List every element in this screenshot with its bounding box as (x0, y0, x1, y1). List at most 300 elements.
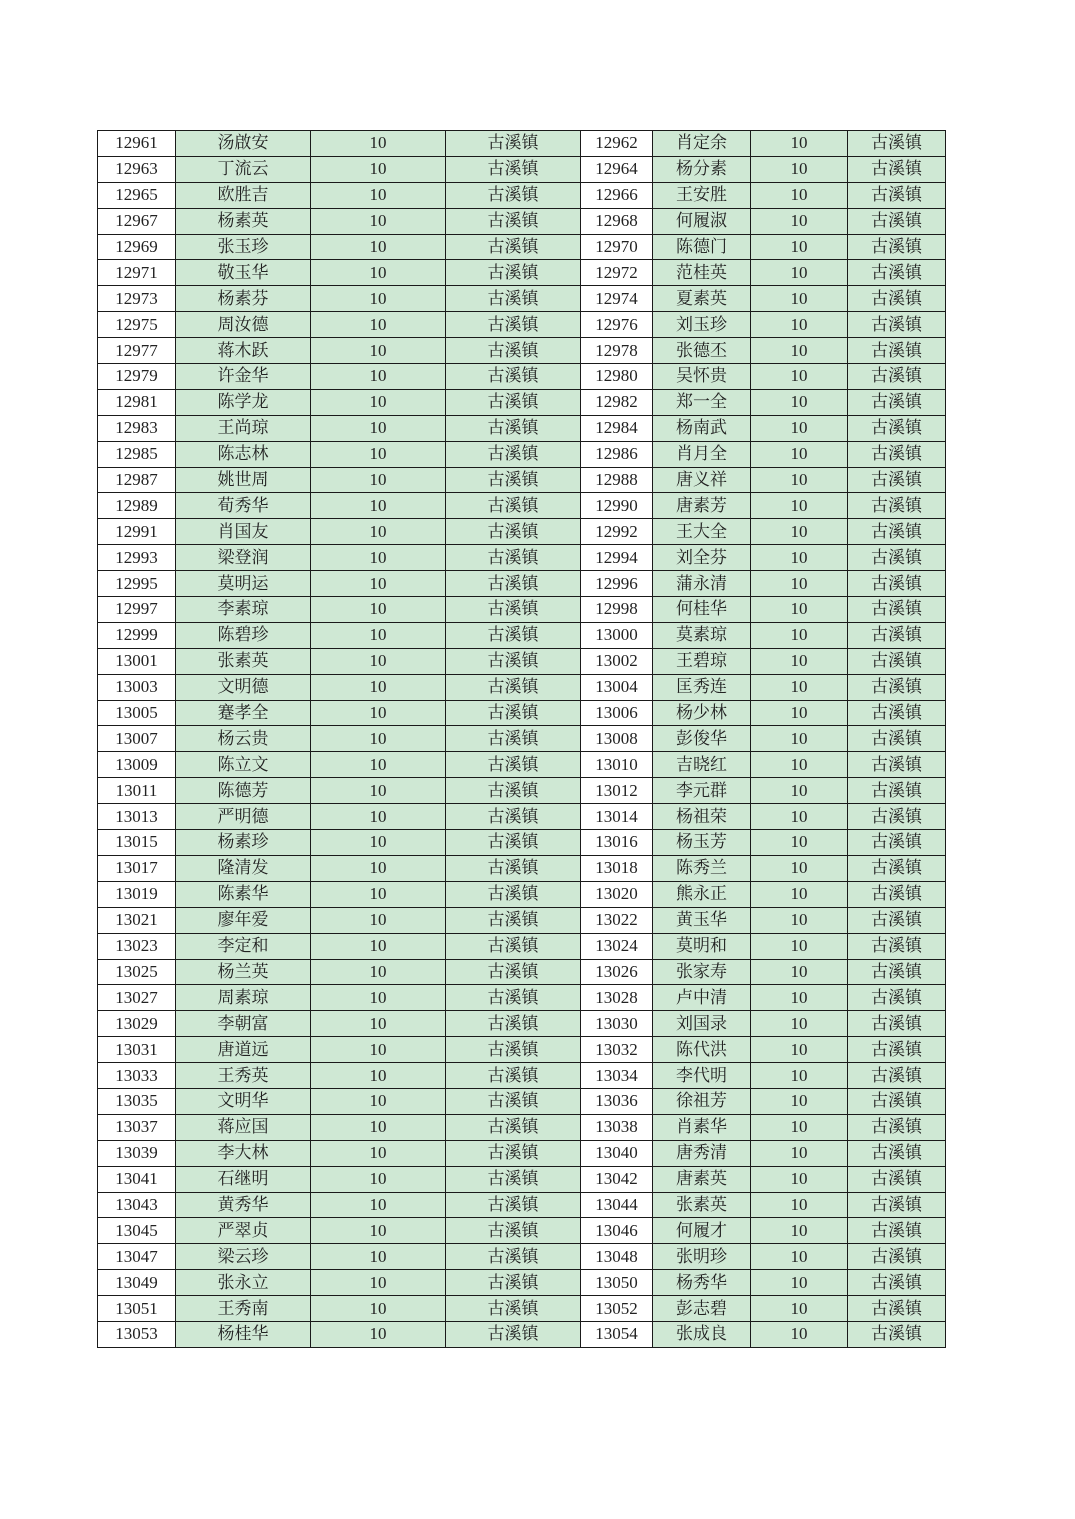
town-cell: 古溪镇 (848, 441, 946, 467)
town-cell: 古溪镇 (446, 1037, 581, 1063)
id-cell: 13053 (98, 1321, 176, 1347)
amount-cell: 10 (751, 674, 848, 700)
id-cell: 13018 (581, 855, 653, 881)
name-cell: 周素琼 (176, 985, 311, 1011)
town-cell: 古溪镇 (446, 881, 581, 907)
town-cell: 古溪镇 (446, 674, 581, 700)
amount-cell: 10 (311, 622, 446, 648)
name-cell: 李朝富 (176, 1011, 311, 1037)
id-cell: 13001 (98, 648, 176, 674)
table-body (98, 131, 946, 1348)
amount-cell: 10 (751, 467, 848, 493)
id-cell: 13051 (98, 1296, 176, 1322)
town-cell: 古溪镇 (446, 519, 581, 545)
town-cell: 古溪镇 (848, 1270, 946, 1296)
amount-cell: 10 (751, 441, 848, 467)
amount-cell: 10 (311, 1192, 446, 1218)
name-cell: 莫明运 (176, 571, 311, 597)
id-cell: 13042 (581, 1166, 653, 1192)
table-row (98, 1063, 946, 1089)
name-cell: 陈立文 (176, 752, 311, 778)
amount-cell: 10 (751, 286, 848, 312)
town-cell: 古溪镇 (848, 1296, 946, 1322)
table-row (98, 674, 946, 700)
town-cell: 古溪镇 (446, 726, 581, 752)
town-cell: 古溪镇 (446, 286, 581, 312)
town-cell: 古溪镇 (848, 364, 946, 390)
town-cell: 古溪镇 (848, 933, 946, 959)
amount-cell: 10 (751, 234, 848, 260)
table-row (98, 234, 946, 260)
table-row (98, 881, 946, 907)
table-row (98, 260, 946, 286)
table-row (98, 700, 946, 726)
town-cell: 古溪镇 (446, 959, 581, 985)
table-row (98, 1140, 946, 1166)
town-cell: 古溪镇 (848, 1218, 946, 1244)
name-cell: 吉晓红 (653, 752, 751, 778)
table-row (98, 622, 946, 648)
town-cell: 古溪镇 (848, 622, 946, 648)
id-cell: 13036 (581, 1088, 653, 1114)
name-cell: 黄秀华 (176, 1192, 311, 1218)
name-cell: 杨兰英 (176, 959, 311, 985)
name-cell: 文明华 (176, 1088, 311, 1114)
id-cell: 12970 (581, 234, 653, 260)
id-cell: 13014 (581, 804, 653, 830)
town-cell: 古溪镇 (446, 571, 581, 597)
name-cell: 刘玉珍 (653, 312, 751, 338)
amount-cell: 10 (751, 156, 848, 182)
name-cell: 梁云珍 (176, 1244, 311, 1270)
town-cell: 古溪镇 (848, 571, 946, 597)
town-cell: 古溪镇 (848, 545, 946, 571)
amount-cell: 10 (751, 881, 848, 907)
table-row (98, 752, 946, 778)
town-cell: 古溪镇 (446, 441, 581, 467)
town-cell: 古溪镇 (848, 260, 946, 286)
name-cell: 张德丕 (653, 338, 751, 364)
town-cell: 古溪镇 (848, 830, 946, 856)
town-cell: 古溪镇 (848, 493, 946, 519)
table-row (98, 467, 946, 493)
name-cell: 隆清发 (176, 855, 311, 881)
name-cell: 欧胜吉 (176, 182, 311, 208)
name-cell: 杨玉芳 (653, 830, 751, 856)
amount-cell: 10 (311, 493, 446, 519)
id-cell: 13037 (98, 1114, 176, 1140)
amount-cell: 10 (311, 467, 446, 493)
id-cell: 12975 (98, 312, 176, 338)
id-cell: 13049 (98, 1270, 176, 1296)
town-cell: 古溪镇 (848, 234, 946, 260)
town-cell: 古溪镇 (848, 519, 946, 545)
name-cell: 周汝德 (176, 312, 311, 338)
town-cell: 古溪镇 (848, 1037, 946, 1063)
name-cell: 杨桂华 (176, 1321, 311, 1347)
id-cell: 13048 (581, 1244, 653, 1270)
town-cell: 古溪镇 (446, 182, 581, 208)
name-cell: 陈素华 (176, 881, 311, 907)
name-cell: 刘全芬 (653, 545, 751, 571)
name-cell: 荀秀华 (176, 493, 311, 519)
table-row (98, 855, 946, 881)
name-cell: 杨秀华 (653, 1270, 751, 1296)
town-cell: 古溪镇 (446, 1063, 581, 1089)
id-cell: 13027 (98, 985, 176, 1011)
town-cell: 古溪镇 (446, 597, 581, 623)
name-cell: 吴怀贵 (653, 364, 751, 390)
town-cell: 古溪镇 (446, 389, 581, 415)
name-cell: 唐义祥 (653, 467, 751, 493)
amount-cell: 10 (311, 1321, 446, 1347)
table-row (98, 726, 946, 752)
amount-cell: 10 (751, 1192, 848, 1218)
amount-cell: 10 (311, 545, 446, 571)
id-cell: 12971 (98, 260, 176, 286)
amount-cell: 10 (751, 1296, 848, 1322)
amount-cell: 10 (311, 881, 446, 907)
name-cell: 许金华 (176, 364, 311, 390)
town-cell: 古溪镇 (848, 959, 946, 985)
name-cell: 陈学龙 (176, 389, 311, 415)
name-cell: 杨素英 (176, 208, 311, 234)
table-row (98, 493, 946, 519)
amount-cell: 10 (751, 571, 848, 597)
name-cell: 唐秀清 (653, 1140, 751, 1166)
name-cell: 王秀南 (176, 1296, 311, 1322)
name-cell: 卢中清 (653, 985, 751, 1011)
name-cell: 严翠贞 (176, 1218, 311, 1244)
id-cell: 13039 (98, 1140, 176, 1166)
name-cell: 杨祖荣 (653, 804, 751, 830)
name-cell: 莫素琼 (653, 622, 751, 648)
id-cell: 12981 (98, 389, 176, 415)
town-cell: 古溪镇 (446, 156, 581, 182)
id-cell: 13034 (581, 1063, 653, 1089)
id-cell: 13046 (581, 1218, 653, 1244)
table-row (98, 1218, 946, 1244)
town-cell: 古溪镇 (446, 985, 581, 1011)
name-cell: 姚世周 (176, 467, 311, 493)
id-cell: 13019 (98, 881, 176, 907)
town-cell: 古溪镇 (848, 156, 946, 182)
name-cell: 张成良 (653, 1321, 751, 1347)
amount-cell: 10 (311, 597, 446, 623)
amount-cell: 10 (311, 752, 446, 778)
name-cell: 文明德 (176, 674, 311, 700)
table-row (98, 131, 946, 157)
name-cell: 王安胜 (653, 182, 751, 208)
town-cell: 古溪镇 (848, 1063, 946, 1089)
town-cell: 古溪镇 (848, 131, 946, 157)
amount-cell: 10 (311, 312, 446, 338)
amount-cell: 10 (751, 1063, 848, 1089)
town-cell: 古溪镇 (446, 364, 581, 390)
amount-cell: 10 (751, 364, 848, 390)
amount-cell: 10 (311, 674, 446, 700)
name-cell: 李素琼 (176, 597, 311, 623)
name-cell: 杨少林 (653, 700, 751, 726)
id-cell: 12997 (98, 597, 176, 623)
id-cell: 13022 (581, 907, 653, 933)
amount-cell: 10 (751, 752, 848, 778)
town-cell: 古溪镇 (848, 312, 946, 338)
town-cell: 古溪镇 (848, 1114, 946, 1140)
id-cell: 13040 (581, 1140, 653, 1166)
table-row (98, 415, 946, 441)
amount-cell: 10 (751, 1088, 848, 1114)
name-cell: 匡秀连 (653, 674, 751, 700)
amount-cell: 10 (751, 545, 848, 571)
name-cell: 何桂华 (653, 597, 751, 623)
id-cell: 12982 (581, 389, 653, 415)
name-cell: 张玉珍 (176, 234, 311, 260)
id-cell: 12973 (98, 286, 176, 312)
id-cell: 13021 (98, 907, 176, 933)
table-row (98, 597, 946, 623)
table-row (98, 778, 946, 804)
id-cell: 12984 (581, 415, 653, 441)
id-cell: 13009 (98, 752, 176, 778)
town-cell: 古溪镇 (848, 208, 946, 234)
amount-cell: 10 (311, 700, 446, 726)
town-cell: 古溪镇 (446, 1296, 581, 1322)
amount-cell: 10 (751, 1166, 848, 1192)
id-cell: 13045 (98, 1218, 176, 1244)
amount-cell: 10 (751, 622, 848, 648)
id-cell: 13043 (98, 1192, 176, 1218)
id-cell: 12980 (581, 364, 653, 390)
table-row (98, 286, 946, 312)
town-cell: 古溪镇 (446, 855, 581, 881)
amount-cell: 10 (751, 338, 848, 364)
town-cell: 古溪镇 (446, 1192, 581, 1218)
amount-cell: 10 (751, 1270, 848, 1296)
town-cell: 古溪镇 (848, 804, 946, 830)
id-cell: 13032 (581, 1037, 653, 1063)
table-row (98, 312, 946, 338)
amount-cell: 10 (311, 1270, 446, 1296)
name-cell: 熊永正 (653, 881, 751, 907)
id-cell: 13035 (98, 1088, 176, 1114)
id-cell: 12962 (581, 131, 653, 157)
id-cell: 13044 (581, 1192, 653, 1218)
table-row (98, 364, 946, 390)
amount-cell: 10 (311, 234, 446, 260)
name-cell: 梁登润 (176, 545, 311, 571)
amount-cell: 10 (311, 1011, 446, 1037)
name-cell: 杨素珍 (176, 830, 311, 856)
id-cell: 12979 (98, 364, 176, 390)
amount-cell: 10 (751, 182, 848, 208)
id-cell: 12965 (98, 182, 176, 208)
id-cell: 12994 (581, 545, 653, 571)
amount-cell: 10 (311, 1296, 446, 1322)
amount-cell: 10 (751, 959, 848, 985)
table-row (98, 1244, 946, 1270)
id-cell: 12998 (581, 597, 653, 623)
amount-cell: 10 (751, 389, 848, 415)
name-cell: 何履才 (653, 1218, 751, 1244)
table-row (98, 985, 946, 1011)
town-cell: 古溪镇 (446, 1011, 581, 1037)
town-cell: 古溪镇 (848, 1166, 946, 1192)
name-cell: 何履淑 (653, 208, 751, 234)
id-cell: 12969 (98, 234, 176, 260)
table-row (98, 519, 946, 545)
name-cell: 刘国录 (653, 1011, 751, 1037)
id-cell: 12986 (581, 441, 653, 467)
name-cell: 肖定余 (653, 131, 751, 157)
name-cell: 杨南武 (653, 415, 751, 441)
id-cell: 13006 (581, 700, 653, 726)
amount-cell: 10 (311, 286, 446, 312)
town-cell: 古溪镇 (848, 752, 946, 778)
id-cell: 13052 (581, 1296, 653, 1322)
name-cell: 郑一全 (653, 389, 751, 415)
id-cell: 13002 (581, 648, 653, 674)
town-cell: 古溪镇 (446, 1321, 581, 1347)
id-cell: 13020 (581, 881, 653, 907)
id-cell: 12993 (98, 545, 176, 571)
name-cell: 杨素芬 (176, 286, 311, 312)
town-cell: 古溪镇 (848, 881, 946, 907)
id-cell: 13008 (581, 726, 653, 752)
id-cell: 12967 (98, 208, 176, 234)
amount-cell: 10 (751, 1218, 848, 1244)
name-cell: 王秀英 (176, 1063, 311, 1089)
name-cell: 廖年爱 (176, 907, 311, 933)
table-row (98, 933, 946, 959)
town-cell: 古溪镇 (848, 674, 946, 700)
name-cell: 王碧琼 (653, 648, 751, 674)
town-cell: 古溪镇 (848, 778, 946, 804)
town-cell: 古溪镇 (848, 415, 946, 441)
town-cell: 古溪镇 (446, 1140, 581, 1166)
amount-cell: 10 (311, 519, 446, 545)
amount-cell: 10 (751, 1011, 848, 1037)
id-cell: 13047 (98, 1244, 176, 1270)
amount-cell: 10 (751, 519, 848, 545)
name-cell: 李代明 (653, 1063, 751, 1089)
id-cell: 12977 (98, 338, 176, 364)
name-cell: 杨云贵 (176, 726, 311, 752)
amount-cell: 10 (751, 985, 848, 1011)
amount-cell: 10 (751, 208, 848, 234)
name-cell: 陈秀兰 (653, 855, 751, 881)
name-cell: 莫明和 (653, 933, 751, 959)
amount-cell: 10 (311, 571, 446, 597)
town-cell: 古溪镇 (446, 700, 581, 726)
id-cell: 13030 (581, 1011, 653, 1037)
id-cell: 12995 (98, 571, 176, 597)
amount-cell: 10 (311, 364, 446, 390)
id-cell: 12976 (581, 312, 653, 338)
table-row (98, 1037, 946, 1063)
table-row (98, 1088, 946, 1114)
name-cell: 汤啟安 (176, 131, 311, 157)
table-row (98, 182, 946, 208)
town-cell: 古溪镇 (848, 1244, 946, 1270)
table-row (98, 804, 946, 830)
town-cell: 古溪镇 (446, 752, 581, 778)
amount-cell: 10 (311, 804, 446, 830)
id-cell: 12992 (581, 519, 653, 545)
name-cell: 徐祖芳 (653, 1088, 751, 1114)
name-cell: 王大全 (653, 519, 751, 545)
name-cell: 张永立 (176, 1270, 311, 1296)
amount-cell: 10 (311, 1140, 446, 1166)
amount-cell: 10 (751, 1321, 848, 1347)
id-cell: 12999 (98, 622, 176, 648)
id-cell: 13015 (98, 830, 176, 856)
name-cell: 陈碧珍 (176, 622, 311, 648)
recipient-table (97, 130, 946, 1348)
id-cell: 13026 (581, 959, 653, 985)
amount-cell: 10 (311, 415, 446, 441)
amount-cell: 10 (311, 855, 446, 881)
id-cell: 13000 (581, 622, 653, 648)
name-cell: 张素英 (653, 1192, 751, 1218)
amount-cell: 10 (311, 338, 446, 364)
town-cell: 古溪镇 (848, 597, 946, 623)
town-cell: 古溪镇 (446, 933, 581, 959)
name-cell: 陈德门 (653, 234, 751, 260)
amount-cell: 10 (751, 726, 848, 752)
amount-cell: 10 (311, 1063, 446, 1089)
id-cell: 12985 (98, 441, 176, 467)
amount-cell: 10 (311, 208, 446, 234)
amount-cell: 10 (311, 1114, 446, 1140)
name-cell: 李元群 (653, 778, 751, 804)
town-cell: 古溪镇 (446, 830, 581, 856)
table-row (98, 1166, 946, 1192)
id-cell: 13004 (581, 674, 653, 700)
town-cell: 古溪镇 (848, 1088, 946, 1114)
amount-cell: 10 (311, 933, 446, 959)
name-cell: 唐道远 (176, 1037, 311, 1063)
amount-cell: 10 (311, 389, 446, 415)
amount-cell: 10 (751, 312, 848, 338)
town-cell: 古溪镇 (446, 234, 581, 260)
town-cell: 古溪镇 (446, 1166, 581, 1192)
town-cell: 古溪镇 (446, 131, 581, 157)
town-cell: 古溪镇 (848, 1011, 946, 1037)
name-cell: 王尚琼 (176, 415, 311, 441)
amount-cell: 10 (311, 441, 446, 467)
table-row (98, 156, 946, 182)
id-cell: 13025 (98, 959, 176, 985)
id-cell: 13029 (98, 1011, 176, 1037)
name-cell: 唐素英 (653, 1166, 751, 1192)
name-cell: 蒲永清 (653, 571, 751, 597)
id-cell: 12963 (98, 156, 176, 182)
town-cell: 古溪镇 (848, 1192, 946, 1218)
name-cell: 蒋木跃 (176, 338, 311, 364)
id-cell: 12972 (581, 260, 653, 286)
id-cell: 12978 (581, 338, 653, 364)
table-row (98, 389, 946, 415)
town-cell: 古溪镇 (848, 1321, 946, 1347)
town-cell: 古溪镇 (446, 260, 581, 286)
town-cell: 古溪镇 (848, 286, 946, 312)
name-cell: 陈志林 (176, 441, 311, 467)
table-row (98, 1296, 946, 1322)
amount-cell: 10 (751, 804, 848, 830)
name-cell: 石继明 (176, 1166, 311, 1192)
table-row (98, 1011, 946, 1037)
